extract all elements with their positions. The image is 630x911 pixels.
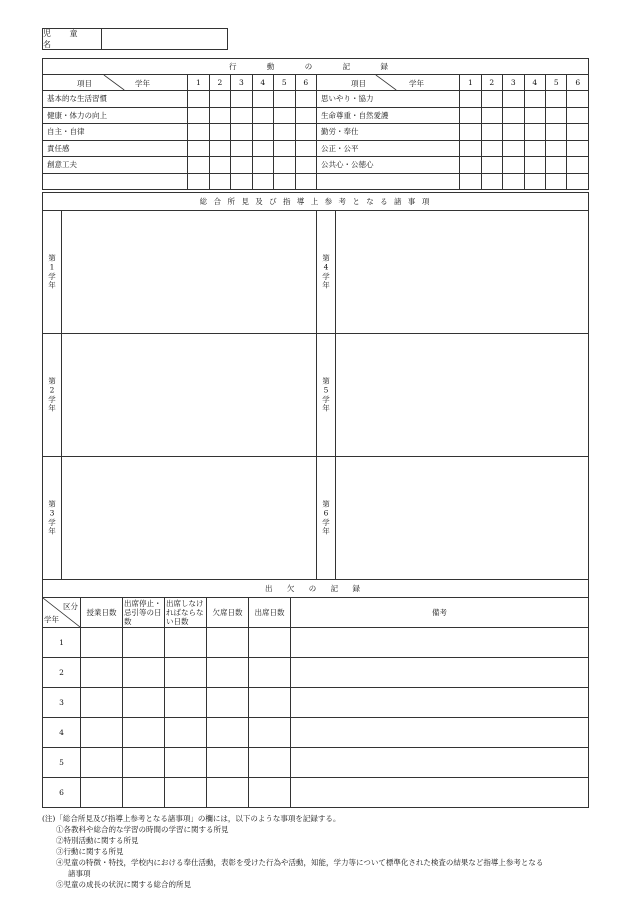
- student-name-field[interactable]: [102, 29, 227, 49]
- behavior-grade-cell[interactable]: [209, 124, 230, 141]
- behavior-grade-cell[interactable]: [567, 91, 589, 108]
- attendance-cell[interactable]: [291, 688, 589, 718]
- behavior-grade-cell[interactable]: [503, 107, 524, 124]
- grade-2-remarks-field[interactable]: [62, 334, 317, 457]
- col-class-days: 授業日数: [81, 598, 123, 628]
- attendance-cell[interactable]: [81, 778, 123, 808]
- behavior-grade-cell[interactable]: [481, 91, 502, 108]
- attendance-grade: 4: [43, 718, 81, 748]
- grade-2-label: 第2学年: [43, 334, 62, 457]
- behavior-grade-cell[interactable]: [481, 124, 502, 141]
- behavior-grade-cell[interactable]: [460, 157, 481, 174]
- behavior-grade-cell[interactable]: [209, 157, 230, 174]
- behavior-row: [43, 124, 589, 141]
- behavior-record-table: [42, 58, 589, 190]
- behavior-left-header: [43, 75, 188, 91]
- behavior-grade-cell[interactable]: [252, 91, 273, 108]
- notes-intro: (注)「総合所見及び指導上参考となる諸事項」の欄には，以下のような事項を記録する。: [42, 814, 341, 823]
- behavior-grade-cell[interactable]: [524, 124, 545, 141]
- note-item-continuation: 諸事項: [68, 869, 91, 878]
- behavior-item-right: [316, 173, 459, 190]
- attendance-cell[interactable]: [123, 748, 165, 778]
- behavior-grade-cell[interactable]: [231, 107, 252, 124]
- behavior-grade-cell[interactable]: [460, 173, 481, 190]
- grade-header: 1: [188, 75, 209, 91]
- behavior-grade-cell[interactable]: [524, 91, 545, 108]
- grade-label: 学年: [408, 79, 424, 88]
- student-name-label: 児 童 名: [43, 29, 102, 49]
- note-item: ③行動に関する所見: [56, 847, 124, 856]
- attendance-cell[interactable]: [249, 778, 291, 808]
- behavior-row: [43, 91, 589, 108]
- attendance-cell[interactable]: [81, 748, 123, 778]
- behavior-item-left: 責任感: [43, 140, 188, 157]
- behavior-grade-cell[interactable]: [545, 107, 566, 124]
- behavior-grade-cell[interactable]: [460, 107, 481, 124]
- behavior-grade-cell[interactable]: [188, 173, 209, 190]
- attendance-grade: 6: [43, 778, 81, 808]
- behavior-grade-cell[interactable]: [274, 107, 295, 124]
- attendance-cell[interactable]: [165, 628, 207, 658]
- behavior-grade-cell[interactable]: [524, 157, 545, 174]
- behavior-grade-cell[interactable]: [188, 157, 209, 174]
- attendance-cell[interactable]: [165, 778, 207, 808]
- corner-grade-label: 学年: [44, 615, 59, 624]
- grade-3-remarks-field[interactable]: [62, 457, 317, 580]
- notes-section: [42, 813, 602, 890]
- behavior-grade-cell[interactable]: [545, 140, 566, 157]
- attendance-cell[interactable]: [291, 658, 589, 688]
- attendance-grade: 1: [43, 628, 81, 658]
- grade-6-label: 第6学年: [317, 457, 336, 580]
- behavior-grade-cell[interactable]: [545, 173, 566, 190]
- note-item: ②特別活動に関する所見: [56, 836, 139, 845]
- attendance-cell[interactable]: [165, 718, 207, 748]
- attendance-row: [43, 778, 589, 808]
- note-item: ①各教科や総合的な学習の時間の学習に関する所見: [56, 825, 229, 834]
- behavior-grade-cell[interactable]: [188, 91, 209, 108]
- attendance-row: [43, 718, 589, 748]
- grade-header: 4: [524, 75, 545, 91]
- behavior-grade-cell[interactable]: [295, 140, 316, 157]
- behavior-item-left: 健康・体力の向上: [43, 107, 188, 124]
- behavior-item-right: 生命尊重・自然愛護: [316, 107, 459, 124]
- attendance-cell[interactable]: [81, 718, 123, 748]
- behavior-grade-cell[interactable]: [231, 173, 252, 190]
- behavior-grade-cell[interactable]: [231, 91, 252, 108]
- grade-header: 5: [274, 75, 295, 91]
- attendance-cell[interactable]: [249, 718, 291, 748]
- attendance-cell[interactable]: [207, 718, 249, 748]
- behavior-grade-cell[interactable]: [545, 124, 566, 141]
- behavior-row: [43, 140, 589, 157]
- behavior-item-left: 創意工夫: [43, 157, 188, 174]
- attendance-cell[interactable]: [291, 718, 589, 748]
- attendance-cell[interactable]: [165, 658, 207, 688]
- behavior-grade-cell[interactable]: [252, 173, 273, 190]
- behavior-grade-cell[interactable]: [503, 157, 524, 174]
- grade-1-label: 第1学年: [43, 211, 62, 334]
- corner-category-label: 区分: [63, 602, 78, 611]
- behavior-grade-cell[interactable]: [567, 157, 589, 174]
- attendance-row: [43, 748, 589, 778]
- behavior-grade-cell[interactable]: [274, 173, 295, 190]
- behavior-grade-cell[interactable]: [481, 173, 502, 190]
- attendance-cell[interactable]: [291, 778, 589, 808]
- behavior-grade-cell[interactable]: [209, 173, 230, 190]
- behavior-item-right: 思いやり・協力: [316, 91, 459, 108]
- behavior-grade-cell[interactable]: [524, 140, 545, 157]
- attendance-cell[interactable]: [249, 658, 291, 688]
- remarks-table: [42, 192, 589, 580]
- behavior-grade-cell[interactable]: [567, 140, 589, 157]
- behavior-grade-cell[interactable]: [545, 157, 566, 174]
- behavior-grade-cell[interactable]: [295, 91, 316, 108]
- attendance-corner: [43, 598, 81, 628]
- grade-header: 4: [252, 75, 273, 91]
- attendance-cell[interactable]: [165, 748, 207, 778]
- attendance-cell[interactable]: [207, 778, 249, 808]
- col-suspension-days: 出席停止・忌引等の日数: [123, 598, 165, 628]
- grade-header: 2: [209, 75, 230, 91]
- behavior-grade-cell[interactable]: [481, 140, 502, 157]
- grade-4-remarks-field[interactable]: [336, 211, 589, 334]
- behavior-row: [43, 107, 589, 124]
- behavior-grade-cell[interactable]: [503, 91, 524, 108]
- grade-header: 1: [460, 75, 481, 91]
- behavior-grade-cell[interactable]: [252, 107, 273, 124]
- grade-5-remarks-field[interactable]: [336, 334, 589, 457]
- attendance-cell[interactable]: [249, 748, 291, 778]
- grade-header: 5: [545, 75, 566, 91]
- behavior-item-left: 基本的な生活習慣: [43, 91, 188, 108]
- behavior-grade-cell[interactable]: [295, 157, 316, 174]
- col-required-days: 出席しなければならない日数: [165, 598, 207, 628]
- behavior-grade-cell[interactable]: [231, 124, 252, 141]
- grade-5-label: 第5学年: [317, 334, 336, 457]
- behavior-grade-cell[interactable]: [252, 124, 273, 141]
- behavior-grade-cell[interactable]: [567, 173, 589, 190]
- grade-1-remarks-field[interactable]: [62, 211, 317, 334]
- grade-header: 3: [231, 75, 252, 91]
- behavior-header-row: [43, 75, 589, 91]
- behavior-grade-cell[interactable]: [503, 173, 524, 190]
- behavior-item-right: 公正・公平: [316, 140, 459, 157]
- item-label: 項目: [350, 79, 366, 88]
- behavior-item-left: [43, 173, 188, 190]
- attendance-cell[interactable]: [207, 628, 249, 658]
- behavior-grade-cell[interactable]: [274, 124, 295, 141]
- behavior-row: [43, 157, 589, 174]
- behavior-grade-cell[interactable]: [252, 157, 273, 174]
- behavior-grade-cell[interactable]: [295, 173, 316, 190]
- behavior-grade-cell[interactable]: [460, 91, 481, 108]
- behavior-row: [43, 173, 589, 190]
- behavior-grade-cell[interactable]: [567, 124, 589, 141]
- grade-header: 6: [567, 75, 589, 91]
- attendance-cell[interactable]: [123, 688, 165, 718]
- behavior-grade-cell[interactable]: [252, 140, 273, 157]
- attendance-cell[interactable]: [207, 658, 249, 688]
- note-item: ④児童の特徴・特技，学校内における奉仕活動，表彰を受けた行為や活動，知能，学力等について標準化された検査の結果など指導上参考となる: [56, 858, 544, 867]
- attendance-table: [42, 579, 589, 808]
- behavior-grade-cell[interactable]: [188, 140, 209, 157]
- behavior-grade-cell[interactable]: [274, 140, 295, 157]
- attendance-cell[interactable]: [207, 688, 249, 718]
- behavior-grade-cell[interactable]: [524, 173, 545, 190]
- attendance-grade: 5: [43, 748, 81, 778]
- behavior-grade-cell[interactable]: [503, 124, 524, 141]
- student-name-box: [42, 28, 228, 50]
- attendance-cell[interactable]: [81, 658, 123, 688]
- attendance-cell[interactable]: [165, 688, 207, 718]
- attendance-title: 出 欠 の 記 録: [43, 580, 589, 598]
- behavior-grade-cell[interactable]: [274, 157, 295, 174]
- behavior-grade-cell[interactable]: [188, 124, 209, 141]
- grade-label: 学年: [135, 79, 150, 88]
- behavior-right-header: [316, 75, 459, 91]
- behavior-record-title: 行 動 の 記 録: [43, 59, 589, 75]
- item-label: 項目: [77, 79, 92, 88]
- behavior-item-right: 公共心・公徳心: [316, 157, 459, 174]
- note-item: ⑤児童の成長の状況に関する総合的所見: [56, 880, 191, 889]
- attendance-cell[interactable]: [207, 748, 249, 778]
- diagonal-line-icon: [43, 75, 187, 90]
- behavior-grade-cell[interactable]: [545, 91, 566, 108]
- grade-header: 3: [503, 75, 524, 91]
- attendance-cell[interactable]: [81, 688, 123, 718]
- attendance-cell[interactable]: [123, 778, 165, 808]
- behavior-grade-cell[interactable]: [481, 157, 502, 174]
- grade-4-label: 第4学年: [317, 211, 336, 334]
- behavior-grade-cell[interactable]: [209, 107, 230, 124]
- attendance-row: [43, 688, 589, 718]
- col-absent-days: 欠席日数: [207, 598, 249, 628]
- behavior-grade-cell[interactable]: [503, 140, 524, 157]
- attendance-cell[interactable]: [81, 628, 123, 658]
- remarks-title: 総 合 所 見 及 び 指 導 上 参 考 と な る 諸 事 項: [43, 193, 589, 211]
- behavior-grade-cell[interactable]: [524, 107, 545, 124]
- behavior-grade-cell[interactable]: [567, 107, 589, 124]
- attendance-cell[interactable]: [123, 718, 165, 748]
- col-present-days: 出席日数: [249, 598, 291, 628]
- attendance-cell[interactable]: [249, 688, 291, 718]
- grade-header: 6: [295, 75, 316, 91]
- attendance-grade: 2: [43, 658, 81, 688]
- attendance-row: [43, 628, 589, 658]
- behavior-grade-cell[interactable]: [231, 140, 252, 157]
- behavior-grade-cell[interactable]: [460, 124, 481, 141]
- behavior-grade-cell[interactable]: [231, 157, 252, 174]
- behavior-grade-cell[interactable]: [209, 140, 230, 157]
- col-notes: 備考: [291, 598, 589, 628]
- attendance-grade: 3: [43, 688, 81, 718]
- attendance-cell[interactable]: [249, 628, 291, 658]
- attendance-cell[interactable]: [291, 628, 589, 658]
- behavior-grade-cell[interactable]: [295, 107, 316, 124]
- behavior-grade-cell[interactable]: [274, 91, 295, 108]
- attendance-row: [43, 658, 589, 688]
- behavior-grade-cell[interactable]: [209, 91, 230, 108]
- behavior-grade-cell[interactable]: [481, 107, 502, 124]
- diagonal-line-icon: [317, 75, 459, 90]
- attendance-cell[interactable]: [291, 748, 589, 778]
- behavior-grade-cell[interactable]: [188, 107, 209, 124]
- behavior-item-right: 勤労・奉仕: [316, 124, 459, 141]
- grade-6-remarks-field[interactable]: [336, 457, 589, 580]
- behavior-item-left: 自主・自律: [43, 124, 188, 141]
- grade-3-label: 第3学年: [43, 457, 62, 580]
- behavior-grade-cell[interactable]: [295, 124, 316, 141]
- behavior-grade-cell[interactable]: [460, 140, 481, 157]
- grade-header: 2: [481, 75, 502, 91]
- attendance-cell[interactable]: [123, 628, 165, 658]
- attendance-cell[interactable]: [123, 658, 165, 688]
- attendance-header-row: [43, 598, 589, 628]
